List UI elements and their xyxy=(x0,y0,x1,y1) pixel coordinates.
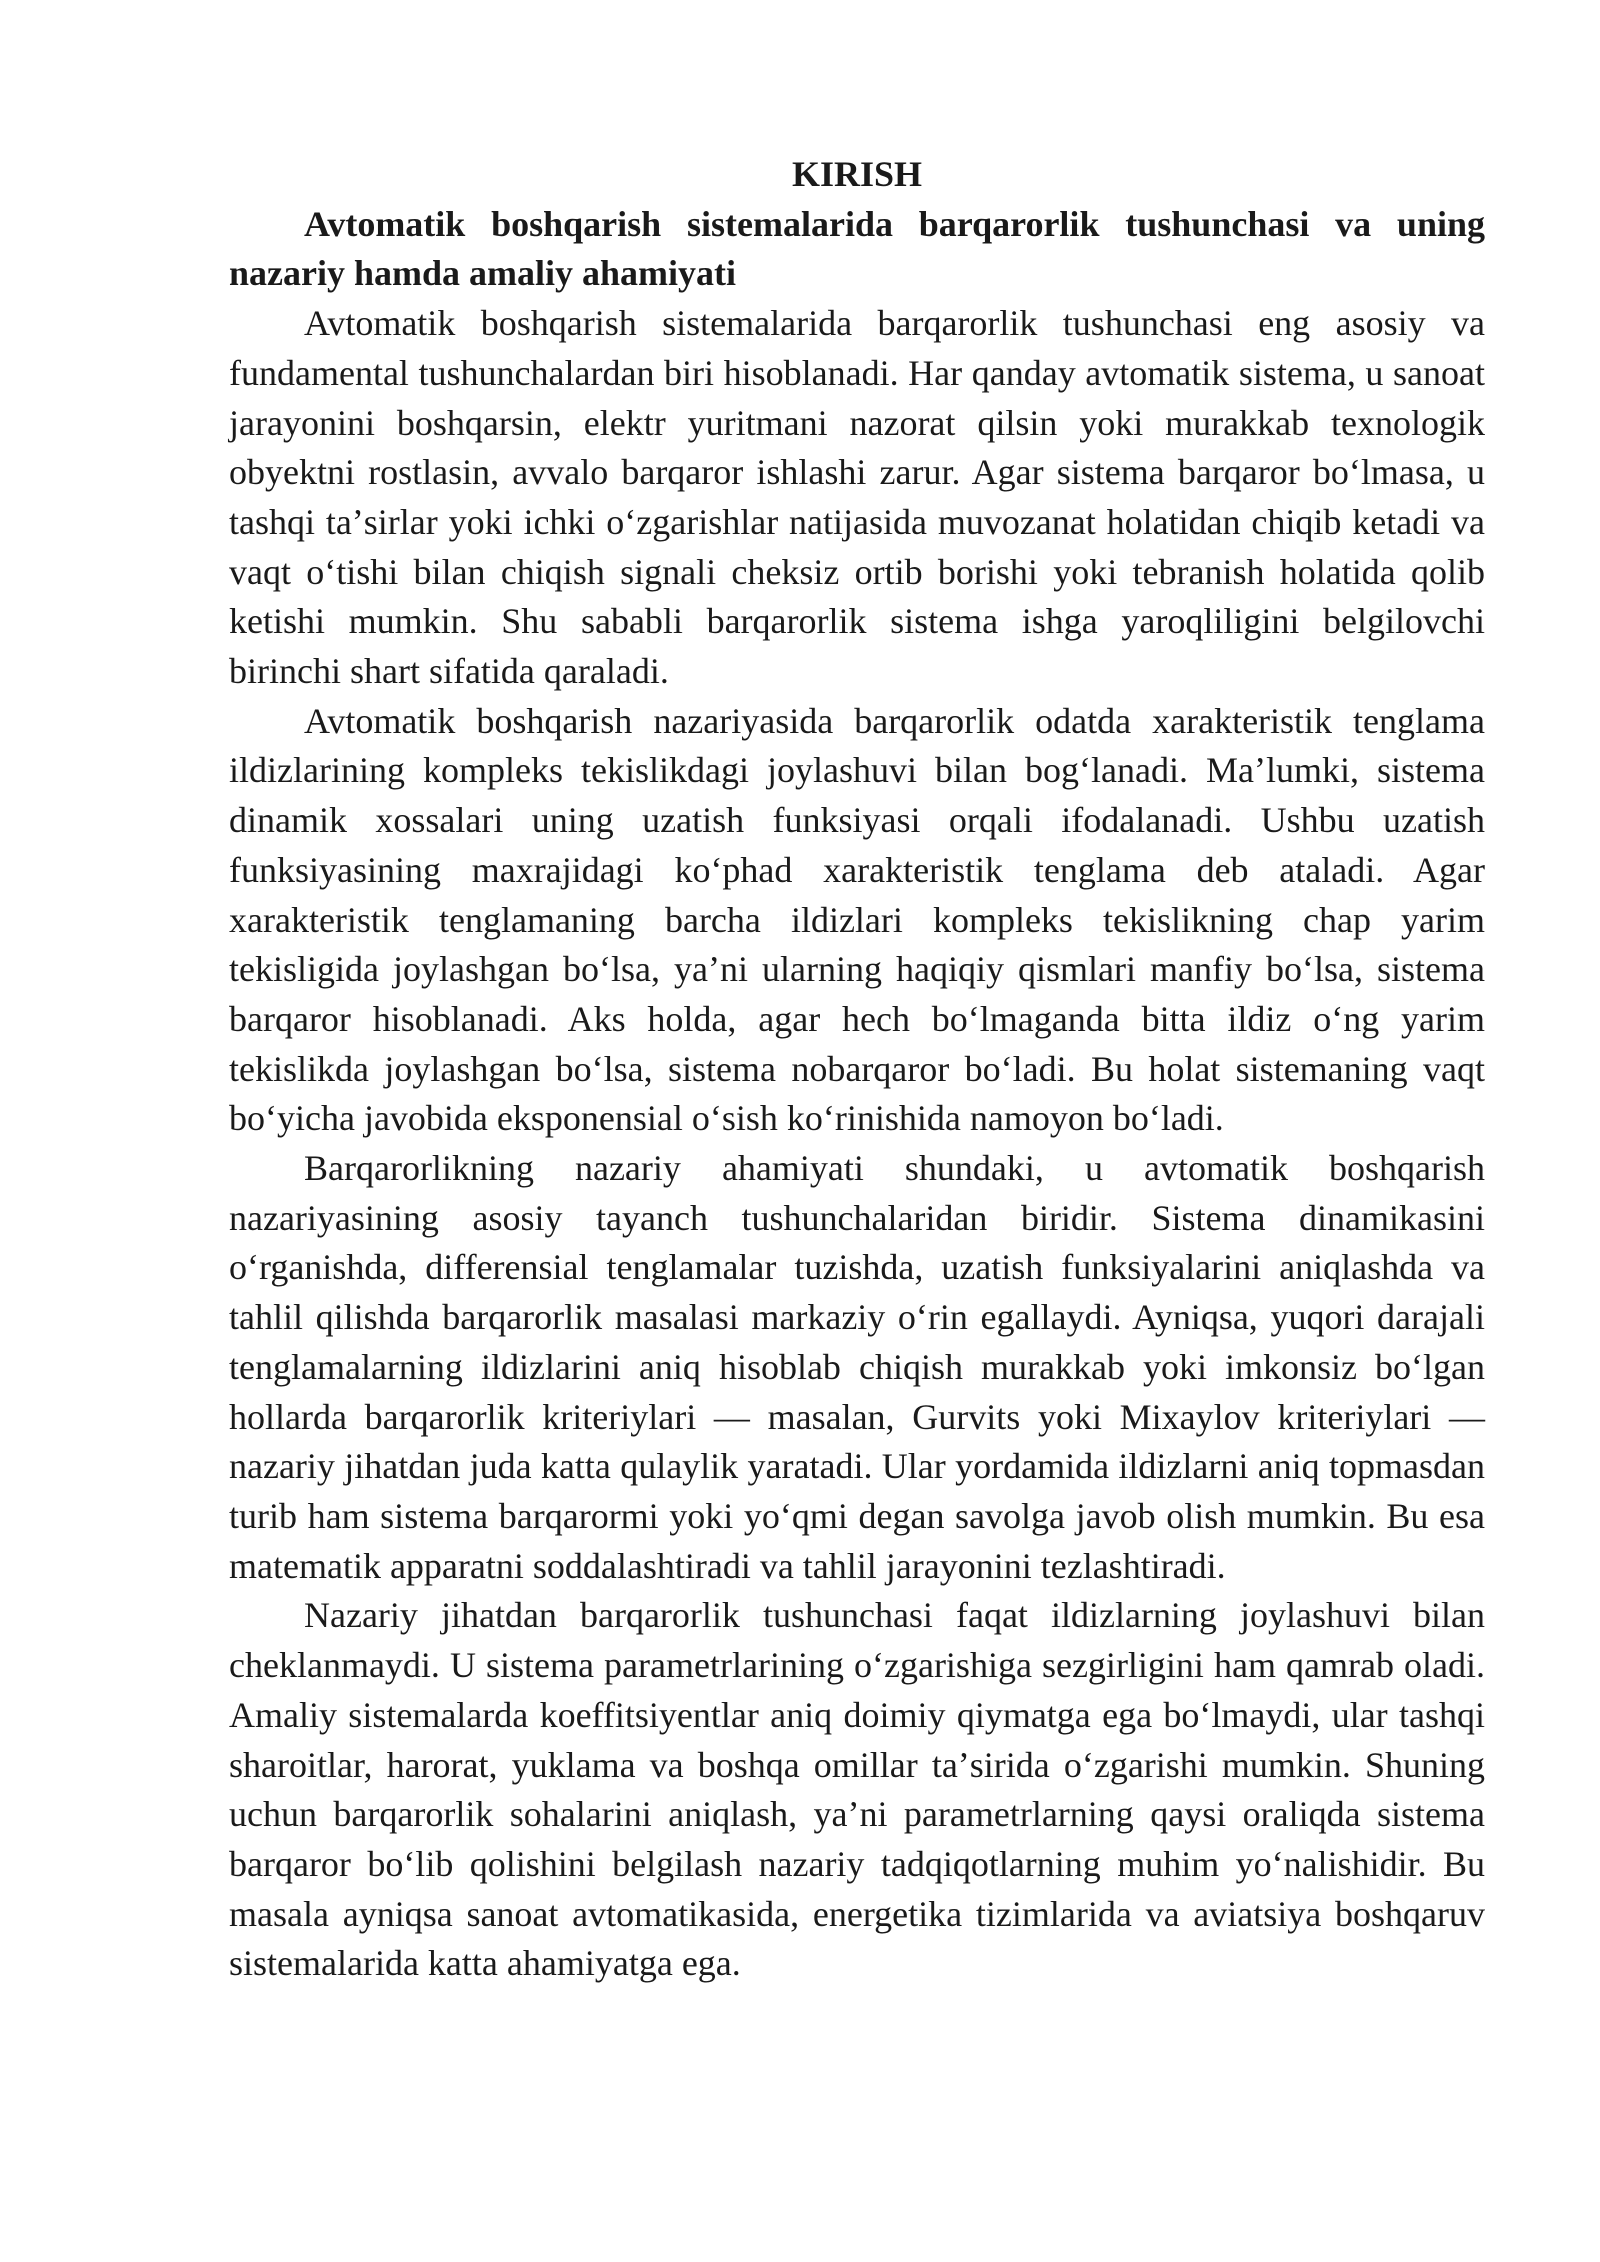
paragraph-3: Barqarorlikning nazariy ahamiyati shundaki, u avtomatik boshqarish nazariyasining asosiy tayanch tushunchalaridan biridir. Sistema dinamikasini oʻrganishda, differensial tenglamalar tuzishda, uzatish funksiyalarini aniqlashda va tahlil qilishda barqarorlik masalasi markaziy oʻrin egallaydi. Ayniqsa, yuqori darajali tenglamalarning ildizlarini aniq hisoblab chiqish murakkab yoki imkonsiz boʻlgan hollarda barqarorlik kriteriylari — masalan, Gurvits yoki Mixaylov kriteriylari — nazariy jihatdan juda katta qulaylik yaratadi. Ular yordamida ildizlarni aniq topmasdan turib ham sistema barqarormi yoki yoʻqmi degan savolga javob olish mumkin. Bu esa matematik apparatni soddalashtiradi va tahlil jarayonini tezlashtiradi. xyxy=(229,1148,1485,1586)
document-body xyxy=(229,150,1485,1989)
paragraph-1: Avtomatik boshqarish sistemalarida barqarorlik tushunchasi eng asosiy va fundamental tushunchalardan biri hisoblanadi. Har qanday avtomatik sistema, u sanoat jarayonini boshqarsin, elektr yuritmani nazorat qilsin yoki murakkab texnologik obyektni rostlasin, avvalo barqaror ishlashi zarur. Agar sistema barqaror boʻlmasa, u tashqi taʼsirlar yoki ichki oʻzgarishlar natijasida muvozanat holatidan chiqib ketadi va vaqt oʻtishi bilan chiqish signali cheksiz ortib borishi yoki tebranish holatida qolib ketishi mumkin. Shu sababli barqarorlik sistema ishga yaroqliligini belgilovchi birinchi shart sifatida qaraladi. xyxy=(229,303,1485,692)
section-title: Avtomatik boshqarish sistemalarida barqarorlik tushunchasi va uning nazariy hamda amaliy ahamiyati xyxy=(229,203,1485,294)
page-title: KIRISH xyxy=(791,154,923,194)
paragraph-2: Avtomatik boshqarish nazariyasida barqarorlik odatda xarakteristik tenglama ildizlarining kompleks tekislikdagi joylashuvi bilan bogʻlanadi. Maʼlumki, sistema dinamik xossalari uning uzatish funksiyasi orqali ifodalanadi. Ushbu uzatish funksiyasining maxrajidagi koʻphad xarakteristik tenglama deb ataladi. Agar xarakteristik tenglamaning barcha ildizlari kompleks tekislikning chap yarim tekisligida joylashgan boʻlsa, yaʼni ularning haqiqiy qismlari manfiy boʻlsa, sistema barqaror hisoblanadi. Aks holda, agar hech boʻlmaganda bitta ildiz oʻng yarim tekislikda joylashgan boʻlsa, sistema nobarqaror boʻladi. Bu holat sistemaning vaqt boʻyicha javobida eksponensial oʻsish koʻrinishida namoyon boʻladi. xyxy=(229,700,1485,1139)
paragraph-4: Nazariy jihatdan barqarorlik tushunchasi faqat ildizlarning joylashuvi bilan cheklanmaydi. U sistema parametrlarining oʻzgarishiga sezgirligini ham qamrab oladi. Amaliy sistemalarda koeffitsiyentlar aniq doimiy qiymatga ega boʻlmaydi, ular tashqi sharoitlar, harorat, yuklama va boshqa omillar taʼsirida oʻzgarishi mumkin. Shuning uchun barqarorlik sohalarini aniqlash, yaʼni parametrlarning qaysi oraliqda sistema barqaror boʻlib qolishini belgilash nazariy tadqiqotlarning muhim yoʻnalishidir. Bu masala ayniqsa sanoat avtomatikasida, energetika tizimlarida va aviatsiya boshqaruv sistemalarida katta ahamiyatga ega. xyxy=(229,1595,1485,1984)
